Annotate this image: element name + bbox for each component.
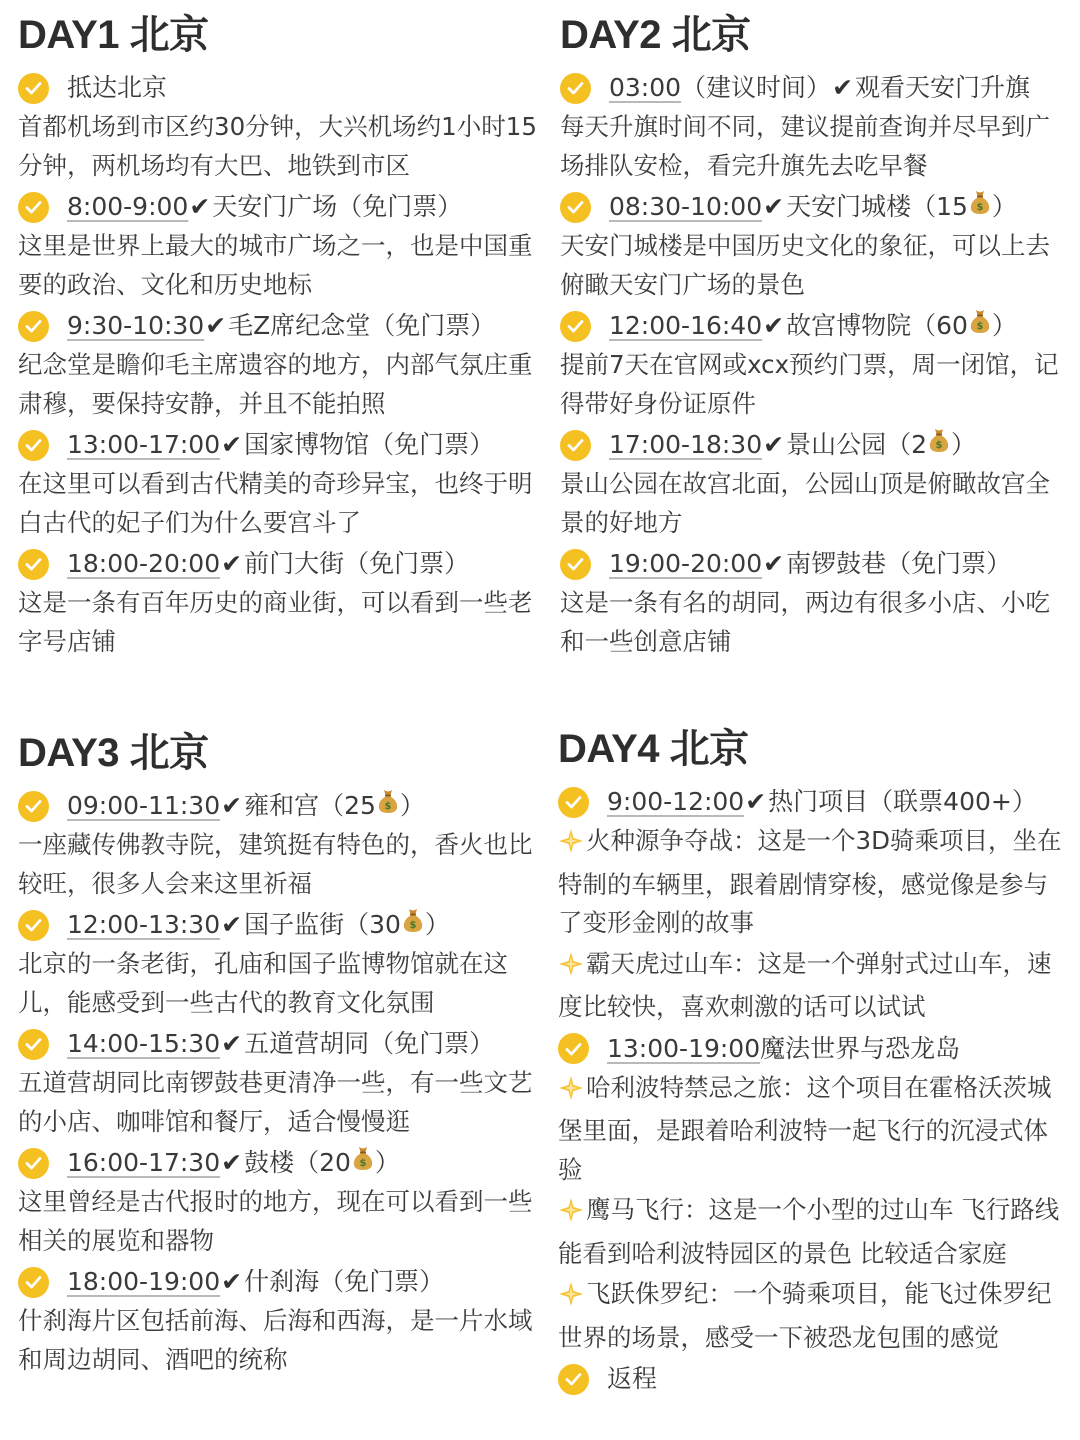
check-circle-icon: [18, 791, 49, 822]
svg-text:$: $: [359, 1158, 367, 1169]
item-label: 南锣鼓巷（免门票）: [786, 549, 1012, 578]
check-circle-icon: [560, 73, 591, 104]
time-range: 12:00-16:40: [609, 311, 763, 340]
item-label: 天安门广场（免门票）: [212, 192, 463, 221]
highlight-item: [558, 822, 1068, 943]
time-range: 8:00-9:00: [67, 192, 189, 221]
check-circle-icon: [18, 311, 49, 342]
item-description: 天安门城楼是中国历史文化的象征，可以上去俯瞰天安门广场的景色: [560, 231, 1050, 299]
checkmark-icon: ✔: [189, 192, 211, 221]
svg-text:$: $: [935, 440, 943, 451]
check-circle-icon: [18, 192, 49, 223]
money-bag-icon: [969, 306, 991, 346]
money-bag-icon: [928, 425, 950, 465]
check-circle-icon: [558, 1033, 589, 1064]
day1-section: [18, 10, 543, 663]
money-bag-icon: [969, 187, 991, 227]
item-label: 鼓楼（20: [244, 1148, 351, 1177]
highlight-text: 火种源争夺战：这是一个3D骑乘项目，坐在特制的车辆里，跟着剧情穿梭，感觉像是参与了变形金刚的故事: [558, 826, 1062, 937]
item-label: 返程: [607, 1364, 658, 1393]
check-circle-icon: [560, 192, 591, 223]
money-bag-icon: [352, 1143, 374, 1183]
item-label-suffix: ）: [950, 430, 976, 459]
day4-section: [558, 724, 1068, 1399]
time-range: 13:00-19:00: [607, 1033, 761, 1063]
check-circle-icon: [560, 311, 591, 342]
time-range: 9:00-12:00: [607, 787, 745, 816]
day-title: DAY3 北京: [18, 731, 209, 775]
sparkle-icon: [558, 1196, 584, 1235]
checkmark-icon: ✔: [763, 192, 785, 221]
item-description: 这里曾经是古代报时的地方，现在可以看到一些相关的展览和器物: [18, 1187, 533, 1255]
schedule-item-header: [558, 1359, 1068, 1399]
checkmark-icon: ✔: [832, 73, 854, 102]
item-description: 什刹海片区包括前海、后海和西海，是一片水域和周边胡同、酒吧的统称: [18, 1306, 533, 1374]
time-range: 14:00-15:30: [67, 1029, 221, 1058]
time-range: 08:30-10:00: [609, 192, 763, 221]
highlight-text: 霸天虎过山车：这是一个弹射式过山车，速度比较快，喜欢刺激的话可以试试: [558, 948, 1052, 1021]
money-bag-icon: [402, 905, 424, 945]
item-label: 天安门城楼（15: [786, 192, 968, 221]
checkmark-icon: ✔: [221, 791, 243, 820]
sparkle-icon: [558, 1280, 584, 1319]
item-description: 北京的一条老街，孔庙和国子监博物馆就在这儿，能感受到一些古代的教育文化氛围: [18, 949, 508, 1017]
highlight-text: 哈利波特禁忌之旅：这个项目在霍格沃茨城堡里面，是跟着哈利波特一起飞行的沉浸式体验: [558, 1072, 1052, 1184]
item-description: 五道营胡同比南锣鼓巷更清净一些，有一些文艺的小店、咖啡馆和餐厅，适合慢慢逛: [18, 1068, 533, 1136]
schedule-item-header: [560, 187, 1065, 227]
item-description: 景山公园在故宫北面，公园山顶是俯瞰故宫全景的好地方: [560, 469, 1050, 537]
highlight-item: [558, 1275, 1068, 1357]
schedule-item-header: [558, 782, 1068, 822]
item-description: 每天升旗时间不同，建议提前查询并尽早到广场排队安检，看完升旗先去吃早餐: [560, 112, 1050, 180]
checkmark-icon: ✔: [763, 311, 785, 340]
item-description: 这里是世界上最大的城市广场之一，也是中国重要的政治、文化和历史地标: [18, 231, 533, 299]
item-label: 国家博物馆（免门票）: [244, 430, 495, 459]
schedule-item-header: [560, 425, 1065, 465]
checkmark-icon: ✔: [763, 549, 785, 578]
item-label: 故宫博物院（60: [786, 311, 968, 340]
check-circle-icon: [560, 430, 591, 461]
schedule-item-header: [560, 68, 1065, 108]
item-description: 纪念堂是瞻仰毛主席遗容的地方，内部气氛庄重肃穆，要保持安静，并且不能拍照: [18, 350, 533, 418]
day2-section: [560, 10, 1065, 663]
checkmark-icon: ✔: [745, 787, 767, 816]
schedule-item-header: [18, 1143, 543, 1183]
check-circle-icon: [18, 1029, 49, 1060]
item-description: 首都机场到市区约30分钟，大兴机场约1小时15分钟，两机场均有大巴、地铁到市区: [18, 112, 537, 180]
time-range: 12:00-13:30: [67, 910, 221, 939]
schedule-item-header: [18, 1024, 543, 1064]
time-note: （建议时间）: [681, 73, 832, 102]
sparkle-icon: [558, 950, 584, 989]
checkmark-icon: ✔: [221, 430, 243, 459]
schedule-item-header: [560, 306, 1065, 346]
item-label-suffix: ）: [424, 910, 450, 939]
check-circle-icon: [558, 1364, 589, 1395]
sparkle-icon: [558, 1074, 584, 1113]
item-label: 国子监街（30: [244, 910, 401, 939]
svg-text:$: $: [976, 321, 984, 332]
check-circle-icon: [18, 1148, 49, 1179]
check-circle-icon: [18, 549, 49, 580]
item-description: 这是一条有百年历史的商业街，可以看到一些老字号店铺: [18, 588, 533, 656]
time-range: 18:00-19:00: [67, 1267, 221, 1296]
item-label-suffix: ）: [399, 791, 425, 820]
checkmark-icon: ✔: [221, 1148, 243, 1177]
highlight-item: [558, 945, 1068, 1027]
item-label: 景山公园（2: [786, 430, 927, 459]
schedule-item-header: [558, 1029, 1068, 1069]
item-description: 在这里可以看到古代精美的奇珍异宝，也终于明白古代的妃子们为什么要宫斗了: [18, 469, 533, 537]
day-title: DAY2 北京: [560, 13, 751, 57]
time-range: 19:00-20:00: [609, 549, 763, 578]
item-label-suffix: ）: [991, 311, 1017, 340]
schedule-item-header: [18, 425, 543, 465]
schedule-item-header: [560, 544, 1065, 584]
check-circle-icon: [18, 910, 49, 941]
highlight-text: 鹰马飞行：这是一个小型的过山车 飞行路线能看到哈利波特园区的景色 比较适合家庭: [558, 1195, 1060, 1268]
highlight-item: [558, 1191, 1068, 1273]
item-description: 一座藏传佛教寺院，建筑挺有特色的，香火也比较旺，很多人会来这里祈福: [18, 830, 533, 898]
check-circle-icon: [18, 1267, 49, 1298]
svg-text:$: $: [384, 801, 392, 812]
checkmark-icon: ✔: [221, 910, 243, 939]
check-circle-icon: [18, 430, 49, 461]
checkmark-icon: ✔: [221, 1029, 243, 1058]
schedule-item-header: [18, 905, 543, 945]
check-circle-icon: [558, 787, 589, 818]
item-label: 五道营胡同（免门票）: [244, 1029, 495, 1058]
item-label: 观看天安门升旗: [855, 73, 1031, 102]
highlight-item: [558, 1069, 1068, 1190]
day3-section: [18, 728, 543, 1381]
schedule-item-header: [18, 786, 543, 826]
item-description: 提前7天在官网或xcx预约门票，周一闭馆，记得带好身份证原件: [560, 350, 1059, 418]
item-description: 这是一条有名的胡同，两边有很多小店、小吃和一些创意店铺: [560, 588, 1050, 656]
highlight-text: 飞跃侏罗纪：一个骑乘项目，能飞过侏罗纪世界的场景，感受一下被恐龙包围的感觉: [558, 1279, 1052, 1352]
checkmark-icon: ✔: [205, 311, 227, 340]
svg-text:$: $: [409, 920, 417, 931]
time-range: 16:00-17:30: [67, 1148, 221, 1177]
item-label: 前门大街（免门票）: [244, 549, 470, 578]
schedule-item-header: [18, 306, 543, 346]
checkmark-icon: ✔: [763, 430, 785, 459]
svg-text:$: $: [976, 202, 984, 213]
time-range: 17:00-18:30: [609, 430, 763, 459]
schedule-item-header: [18, 68, 543, 108]
time-range: 03:00: [609, 73, 682, 102]
schedule-item-header: [18, 1262, 543, 1302]
item-label: 毛Z席纪念堂（免门票）: [228, 311, 496, 340]
day-title: DAY1 北京: [18, 13, 209, 57]
item-label: 雍和宫（25: [244, 791, 376, 820]
schedule-item-header: [18, 187, 543, 227]
item-label: 热门项目（联票400+）: [768, 787, 1037, 816]
item-label: 什刹海（免门票）: [244, 1267, 445, 1296]
time-range: 9:30-10:30: [67, 311, 205, 340]
checkmark-icon: ✔: [221, 1267, 243, 1296]
item-label: 魔法世界与恐龙岛: [760, 1033, 961, 1063]
check-circle-icon: [560, 549, 591, 580]
time-range: 09:00-11:30: [67, 791, 221, 820]
time-range: 18:00-20:00: [67, 549, 221, 578]
schedule-item-header: [18, 544, 543, 584]
sparkle-icon: [558, 827, 584, 866]
check-circle-icon: [18, 73, 49, 104]
day-title: DAY4 北京: [558, 727, 749, 771]
item-label: 抵达北京: [67, 73, 168, 102]
item-label-suffix: ）: [374, 1148, 400, 1177]
item-label-suffix: ）: [991, 192, 1017, 221]
time-range: 13:00-17:00: [67, 430, 221, 459]
checkmark-icon: ✔: [221, 549, 243, 578]
money-bag-icon: [377, 786, 399, 826]
